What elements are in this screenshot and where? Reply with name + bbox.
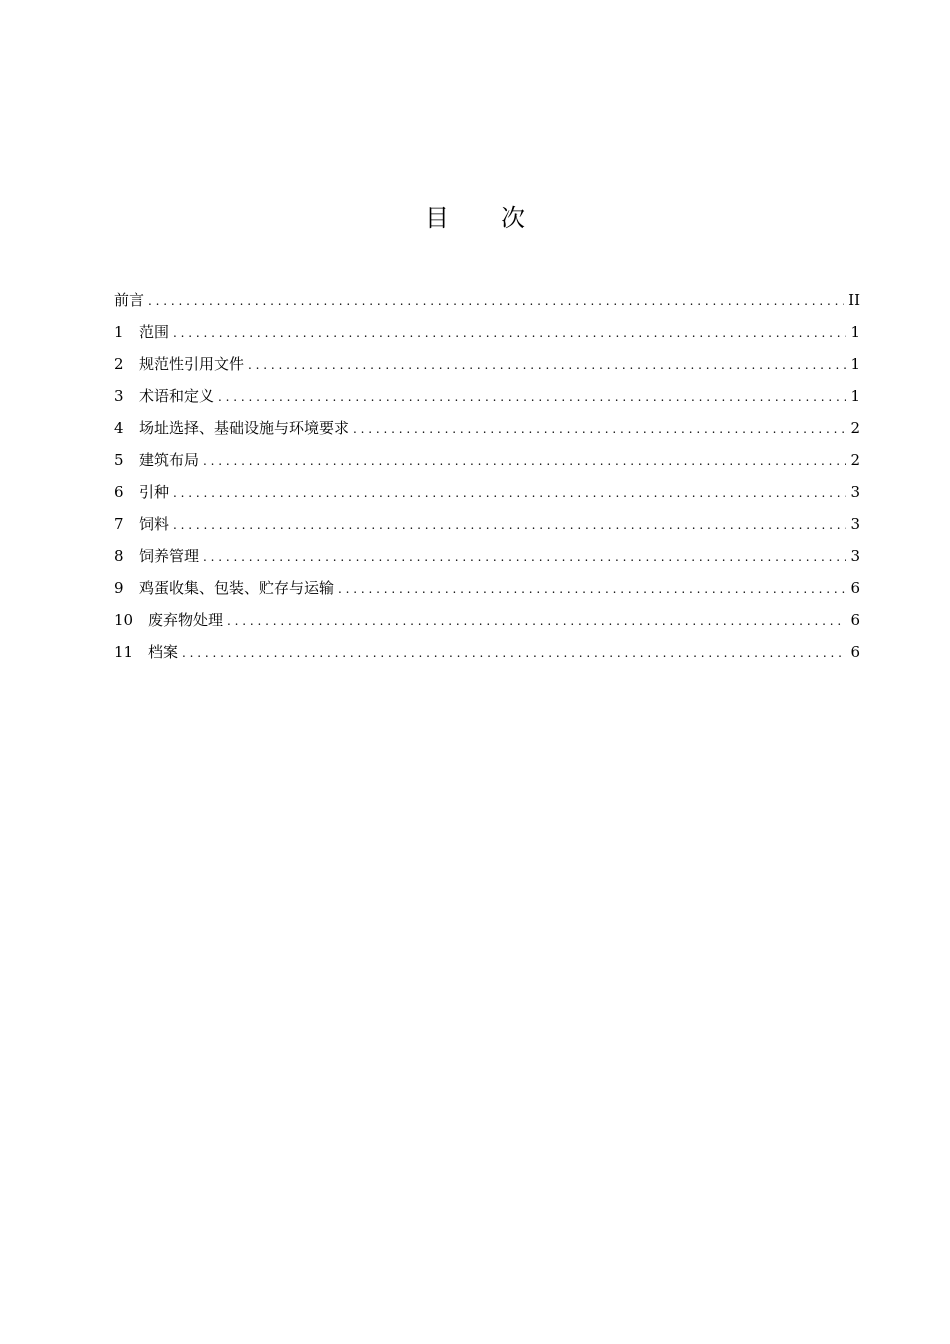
toc-entry-page: 3 <box>850 547 860 565</box>
toc-title-char-2: 次 <box>501 204 525 232</box>
toc-entry-10[interactable] <box>114 604 860 636</box>
toc-title <box>0 200 950 236</box>
toc-entry-label: 引种 <box>139 483 170 501</box>
toc-leader-dots <box>227 605 846 636</box>
toc-entry-1[interactable] <box>114 316 860 348</box>
toc-entry-page: 1 <box>850 323 860 341</box>
toc-entry-label: 规范性引用文件 <box>139 355 245 373</box>
toc-entry-label: 废弃物处理 <box>148 611 224 629</box>
toc-leader-dots <box>173 477 846 508</box>
toc-leader-dots <box>203 445 846 476</box>
toc-entry-number: 5 <box>114 451 124 469</box>
toc-entry-page: 2 <box>850 451 860 469</box>
toc-entry-number: 6 <box>114 483 124 501</box>
toc-leader-dots <box>148 285 844 316</box>
toc-entry-number: 4 <box>114 419 124 437</box>
toc-entry-7[interactable] <box>114 508 860 540</box>
toc-entry-2[interactable] <box>114 348 860 380</box>
toc-entry-number: 10 <box>114 611 134 629</box>
toc-entry-4[interactable] <box>114 412 860 444</box>
toc-entry-5[interactable] <box>114 444 860 476</box>
toc-entry-page: 6 <box>850 579 860 597</box>
toc-entry-label: 场址选择、基础设施与环境要求 <box>139 419 350 437</box>
toc-entry-page: 6 <box>850 611 860 629</box>
toc-title-char-1: 目 <box>425 204 449 232</box>
toc-entry-number: 1 <box>114 323 124 341</box>
toc-entry-3[interactable] <box>114 380 860 412</box>
toc-entry-page: 1 <box>850 387 860 405</box>
toc-leader-dots <box>173 317 846 348</box>
toc-leader-dots <box>218 381 846 412</box>
toc-entry-label: 鸡蛋收集、包装、贮存与运输 <box>139 579 335 597</box>
toc-entry-page: II <box>848 291 860 309</box>
toc-leader-dots <box>248 349 846 380</box>
toc-leader-dots <box>182 637 846 668</box>
toc-entry-label: 术语和定义 <box>139 387 215 405</box>
toc-entry-label: 范围 <box>139 323 170 341</box>
toc-leader-dots <box>173 509 846 540</box>
toc-entry-page: 1 <box>850 355 860 373</box>
toc-entry-label: 饲料 <box>139 515 170 533</box>
toc-entry-label: 饲养管理 <box>139 547 200 565</box>
toc-entry-label: 档案 <box>148 643 179 661</box>
toc-entry-label: 前言 <box>114 291 145 309</box>
toc-entry-number: 11 <box>114 643 134 661</box>
toc-entry-page: 3 <box>850 483 860 501</box>
toc-entry-number: 2 <box>114 355 124 373</box>
toc-entry-page: 2 <box>850 419 860 437</box>
toc-entry-page: 3 <box>850 515 860 533</box>
toc-entry-9[interactable] <box>114 572 860 604</box>
toc-list <box>114 284 860 668</box>
toc-entry-number: 3 <box>114 387 124 405</box>
toc-entry-page: 6 <box>850 643 860 661</box>
toc-entry-foreword[interactable] <box>114 284 860 316</box>
toc-entry-number: 7 <box>114 515 124 533</box>
toc-entry-8[interactable] <box>114 540 860 572</box>
toc-entry-11[interactable] <box>114 636 860 668</box>
toc-leader-dots <box>353 413 846 444</box>
toc-leader-dots <box>203 541 846 572</box>
toc-leader-dots <box>338 573 846 604</box>
toc-entry-6[interactable] <box>114 476 860 508</box>
toc-entry-number: 9 <box>114 579 124 597</box>
toc-entry-label: 建筑布局 <box>139 451 200 469</box>
toc-entry-number: 8 <box>114 547 124 565</box>
